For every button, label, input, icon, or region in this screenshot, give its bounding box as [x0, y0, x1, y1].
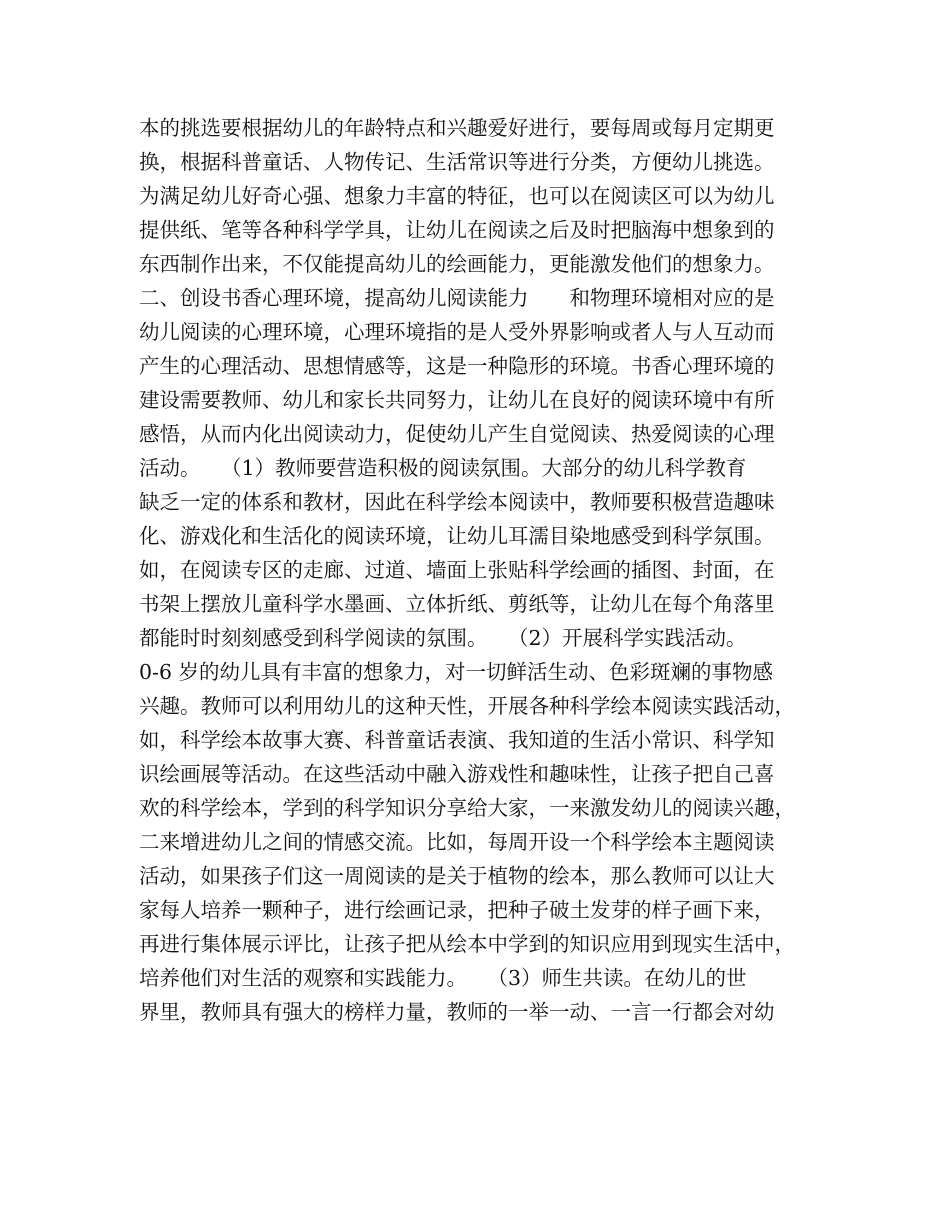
- text-line: 界里，教师具有强大的榜样力量，教师的一举一动、一言一行都会对幼: [139, 1000, 775, 1024]
- text-line: 活动。 （1）教师要营造积极的阅读氛围。大部分的幼儿科学教育: [139, 456, 747, 480]
- text-line: 幼儿阅读的心理环境，心理环境指的是人受外界影响或者人与人互动而: [139, 320, 775, 344]
- text-line: 感悟，从而内化出阅读动力，促使幼儿产生自觉阅读、热爱阅读的心理: [139, 422, 775, 446]
- text-line: 二来增进幼儿之间的情感交流。比如，每周开设一个科学绘本主题阅读: [139, 830, 775, 854]
- body-text: [139, 111, 829, 1029]
- text-line: 家每人培养一颗种子，进行绘画记录，把种子破土发芽的样子画下来，: [139, 898, 775, 922]
- text-line: 本的挑选要根据幼儿的年龄特点和兴趣爱好进行，要每周或每月定期更: [139, 116, 775, 140]
- text-line: 书架上摆放儿童科学水墨画、立体折纸、剪纸等，让幼儿在每个角落里: [139, 592, 775, 616]
- text-line: 化、游戏化和生活化的阅读环境，让幼儿耳濡目染地感受到科学氛围。: [139, 524, 775, 548]
- text-line: 欢的科学绘本，学到的科学知识分享给大家，一来激发幼儿的阅读兴趣，: [139, 796, 795, 820]
- text-line: 兴趣。教师可以利用幼儿的这种天性，开展各种科学绘本阅读实践活动，: [139, 694, 795, 718]
- text-line: 提供纸、笔等各种科学学具，让幼儿在阅读之后及时把脑海中想象到的: [139, 218, 775, 242]
- text-line: 都能时时刻刻感受到科学阅读的氛围。 （2）开展科学实践活动。: [139, 626, 747, 650]
- text-line: 为满足幼儿好奇心强、想象力丰富的特征，也可以在阅读区可以为幼儿: [139, 184, 775, 208]
- text-line: 缺乏一定的体系和教材，因此在科学绘本阅读中，教师要积极营造趣味: [139, 490, 775, 514]
- text-line: 如，科学绘本故事大赛、科普童话表演、我知道的生活小常识、科学知: [139, 728, 775, 752]
- text-line: 换，根据科普童话、人物传记、生活常识等进行分类，方便幼儿挑选。: [139, 150, 775, 174]
- text-line: 培养他们对生活的观察和实践能力。 （3）师生共读。在幼儿的世: [139, 966, 747, 990]
- text-line: 建设需要教师、幼儿和家长共同努力，让幼儿在良好的阅读环境中有所: [139, 388, 775, 412]
- text-line: 活动，如果孩子们这一周阅读的是关于植物的绘本，那么教师可以让大: [139, 864, 775, 888]
- text-line: 产生的心理活动、思想情感等，这是一种隐形的环境。书香心理环境的: [139, 354, 775, 378]
- text-line: 再进行集体展示评比，让孩子把从绘本中学到的知识应用到现实生活中，: [139, 932, 795, 956]
- text-line: 0-6 岁的幼儿具有丰富的想象力，对一切鲜活生动、色彩斑斓的事物感: [139, 660, 774, 684]
- text-line: 识绘画展等活动。在这些活动中融入游戏性和趣味性，让孩子把自己喜: [139, 762, 775, 786]
- text-line: 东西制作出来，不仅能提高幼儿的绘画能力，更能激发他们的想象力。: [139, 252, 775, 276]
- text-line: 二、创设书香心理环境，提高幼儿阅读能力 和物理环境相对应的是: [139, 286, 775, 310]
- text-line: 如，在阅读专区的走廊、过道、墙面上张贴科学绘画的插图、封面，在: [139, 558, 775, 582]
